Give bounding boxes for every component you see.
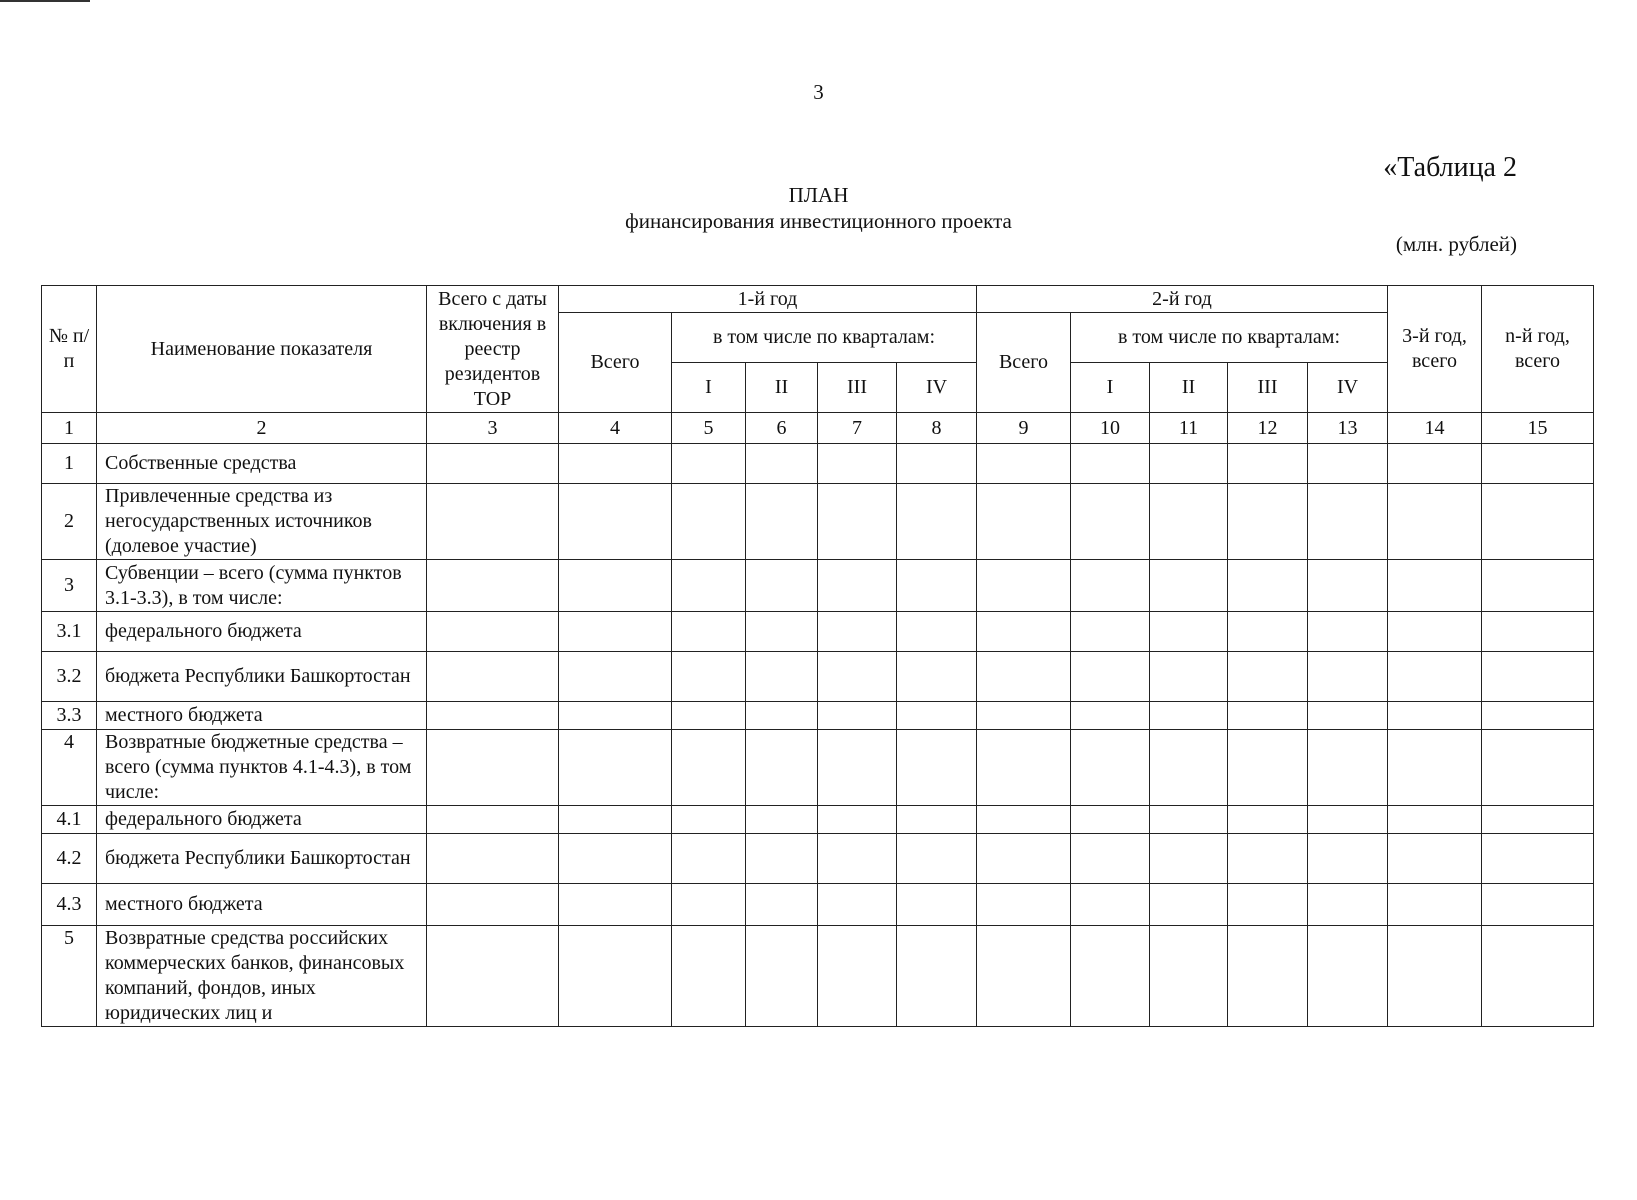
row-indicator-name: Привлеченные средства из негосударственных источников (долевое участие) bbox=[97, 484, 427, 560]
value-cell[interactable] bbox=[672, 834, 746, 884]
value-cell[interactable] bbox=[746, 444, 818, 484]
value-cell[interactable] bbox=[1071, 612, 1150, 652]
value-cell[interactable] bbox=[746, 560, 818, 612]
value-cell[interactable] bbox=[1228, 834, 1308, 884]
value-cell[interactable] bbox=[1388, 884, 1482, 926]
value-cell[interactable] bbox=[746, 612, 818, 652]
value-cell[interactable] bbox=[1308, 702, 1388, 730]
row-indicator-name: Субвенции – всего (сумма пунктов 3.1-3.3), в том числе: bbox=[97, 560, 427, 612]
value-cell[interactable] bbox=[1150, 560, 1228, 612]
value-cell[interactable] bbox=[1228, 926, 1308, 1027]
value-cell[interactable] bbox=[1150, 612, 1228, 652]
value-cell[interactable] bbox=[818, 560, 897, 612]
column-number: 12 bbox=[1228, 413, 1308, 444]
value-cell[interactable] bbox=[1150, 484, 1228, 560]
header-year-2: 2-й год bbox=[977, 286, 1388, 313]
table-row bbox=[42, 484, 1594, 560]
value-cell[interactable] bbox=[672, 730, 746, 806]
value-cell[interactable] bbox=[818, 702, 897, 730]
value-cell[interactable] bbox=[746, 806, 818, 834]
value-cell[interactable] bbox=[1228, 806, 1308, 834]
value-cell[interactable] bbox=[818, 926, 897, 1027]
row-number: 4 bbox=[42, 730, 97, 806]
column-number: 4 bbox=[559, 413, 672, 444]
value-cell[interactable] bbox=[818, 484, 897, 560]
table-row bbox=[42, 444, 1594, 484]
value-cell[interactable] bbox=[427, 484, 559, 560]
row-indicator-name: бюджета Республики Башкортостан bbox=[97, 834, 427, 884]
value-cell[interactable] bbox=[1388, 730, 1482, 806]
value-cell[interactable] bbox=[672, 612, 746, 652]
value-cell[interactable] bbox=[559, 834, 672, 884]
value-cell[interactable] bbox=[1482, 884, 1594, 926]
table-row bbox=[42, 702, 1594, 730]
value-cell[interactable] bbox=[1071, 484, 1150, 560]
value-cell[interactable] bbox=[1482, 730, 1594, 806]
value-cell[interactable] bbox=[427, 560, 559, 612]
value-cell[interactable] bbox=[746, 884, 818, 926]
table-row bbox=[42, 806, 1594, 834]
value-cell[interactable] bbox=[1482, 834, 1594, 884]
column-number: 1 bbox=[42, 413, 97, 444]
top-rule bbox=[0, 0, 90, 2]
value-cell[interactable] bbox=[1482, 444, 1594, 484]
value-cell[interactable] bbox=[672, 806, 746, 834]
value-cell[interactable] bbox=[427, 702, 559, 730]
value-cell[interactable] bbox=[1308, 484, 1388, 560]
value-cell[interactable] bbox=[427, 444, 559, 484]
value-cell[interactable] bbox=[1228, 560, 1308, 612]
value-cell[interactable] bbox=[1308, 560, 1388, 612]
value-cell[interactable] bbox=[1071, 884, 1150, 926]
value-cell[interactable] bbox=[746, 730, 818, 806]
column-number: 3 bbox=[427, 413, 559, 444]
value-cell[interactable] bbox=[1482, 560, 1594, 612]
value-cell[interactable] bbox=[559, 702, 672, 730]
value-cell[interactable] bbox=[1308, 806, 1388, 834]
value-cell[interactable] bbox=[1228, 730, 1308, 806]
row-number: 3.2 bbox=[42, 652, 97, 702]
row-indicator-name: федерального бюджета bbox=[97, 612, 427, 652]
value-cell[interactable] bbox=[672, 652, 746, 702]
value-cell[interactable] bbox=[1150, 884, 1228, 926]
header-y2-q2: II bbox=[1150, 363, 1228, 413]
value-cell[interactable] bbox=[559, 444, 672, 484]
value-cell[interactable] bbox=[1388, 702, 1482, 730]
financing-plan-table bbox=[41, 285, 1594, 1027]
header-y1-q2: II bbox=[746, 363, 818, 413]
table-row bbox=[42, 730, 1594, 806]
value-cell[interactable] bbox=[1150, 806, 1228, 834]
row-number: 4.3 bbox=[42, 884, 97, 926]
value-cell[interactable] bbox=[1482, 652, 1594, 702]
table-row bbox=[42, 612, 1594, 652]
row-indicator-name: Возвратные средства российских коммерческих банков, финансовых компаний, фондов, иных юридических лиц и bbox=[97, 926, 427, 1027]
value-cell[interactable] bbox=[1228, 652, 1308, 702]
value-cell[interactable] bbox=[1308, 444, 1388, 484]
column-number-row bbox=[42, 413, 1594, 444]
column-number: 11 bbox=[1150, 413, 1228, 444]
row-number: 5 bbox=[42, 926, 97, 1027]
value-cell[interactable] bbox=[818, 730, 897, 806]
value-cell[interactable] bbox=[1071, 806, 1150, 834]
value-cell[interactable] bbox=[1228, 484, 1308, 560]
row-number: 2 bbox=[42, 484, 97, 560]
value-cell[interactable] bbox=[1071, 926, 1150, 1027]
value-cell[interactable] bbox=[1388, 484, 1482, 560]
value-cell[interactable] bbox=[427, 730, 559, 806]
value-cell[interactable] bbox=[897, 834, 977, 884]
value-cell[interactable] bbox=[427, 884, 559, 926]
value-cell[interactable] bbox=[427, 834, 559, 884]
table-label: «Таблица 2 bbox=[1383, 152, 1517, 183]
value-cell[interactable] bbox=[1150, 730, 1228, 806]
header-year1-quarters: в том числе по кварталам: bbox=[672, 313, 977, 363]
value-cell[interactable] bbox=[1308, 834, 1388, 884]
value-cell[interactable] bbox=[977, 612, 1071, 652]
value-cell[interactable] bbox=[977, 926, 1071, 1027]
row-number: 3.3 bbox=[42, 702, 97, 730]
header-y1-q4: IV bbox=[897, 363, 977, 413]
value-cell[interactable] bbox=[1308, 652, 1388, 702]
value-cell[interactable] bbox=[559, 926, 672, 1027]
header-year2-quarters: в том числе по кварталам: bbox=[1071, 313, 1388, 363]
value-cell[interactable] bbox=[977, 834, 1071, 884]
header-total-since: Всего с даты включения в реестр резидентов ТОР bbox=[427, 286, 559, 413]
table-row bbox=[42, 560, 1594, 612]
value-cell[interactable] bbox=[746, 484, 818, 560]
value-cell[interactable] bbox=[897, 884, 977, 926]
value-cell[interactable] bbox=[1228, 612, 1308, 652]
value-cell[interactable] bbox=[818, 444, 897, 484]
value-cell[interactable] bbox=[1071, 560, 1150, 612]
value-cell[interactable] bbox=[559, 730, 672, 806]
value-cell[interactable] bbox=[427, 806, 559, 834]
header-name: Наименование показателя bbox=[97, 286, 427, 413]
value-cell[interactable] bbox=[1228, 702, 1308, 730]
row-indicator-name: федерального бюджета bbox=[97, 806, 427, 834]
table-row bbox=[42, 926, 1594, 1027]
value-cell[interactable] bbox=[1150, 702, 1228, 730]
table-row bbox=[42, 834, 1594, 884]
document-title bbox=[0, 182, 1637, 234]
value-cell[interactable] bbox=[1071, 444, 1150, 484]
value-cell[interactable] bbox=[427, 612, 559, 652]
column-number: 2 bbox=[97, 413, 427, 444]
header-y1-q3: III bbox=[818, 363, 897, 413]
row-indicator-name: местного бюджета bbox=[97, 702, 427, 730]
value-cell[interactable] bbox=[559, 612, 672, 652]
value-cell[interactable] bbox=[559, 806, 672, 834]
value-cell[interactable] bbox=[1482, 926, 1594, 1027]
header-num: № п/п bbox=[42, 286, 97, 413]
table-row bbox=[42, 652, 1594, 702]
value-cell[interactable] bbox=[897, 702, 977, 730]
value-cell[interactable] bbox=[977, 730, 1071, 806]
header-year-1: 1-й год bbox=[559, 286, 977, 313]
column-number: 6 bbox=[746, 413, 818, 444]
column-number: 9 bbox=[977, 413, 1071, 444]
header-y2-q4: IV bbox=[1308, 363, 1388, 413]
value-cell[interactable] bbox=[1388, 560, 1482, 612]
value-cell[interactable] bbox=[1388, 652, 1482, 702]
value-cell[interactable] bbox=[1071, 730, 1150, 806]
value-cell[interactable] bbox=[1228, 884, 1308, 926]
value-cell[interactable] bbox=[897, 560, 977, 612]
title-line-1: ПЛАН bbox=[788, 183, 849, 207]
value-cell[interactable] bbox=[897, 444, 977, 484]
header-year-n: n-й год, всего bbox=[1482, 286, 1594, 413]
page-number: 3 bbox=[813, 80, 824, 104]
row-number: 1 bbox=[42, 444, 97, 484]
value-cell[interactable] bbox=[977, 484, 1071, 560]
header-year-3: 3-й год, всего bbox=[1388, 286, 1482, 413]
value-cell[interactable] bbox=[1150, 652, 1228, 702]
value-cell[interactable] bbox=[1308, 730, 1388, 806]
value-cell[interactable] bbox=[897, 484, 977, 560]
value-cell[interactable] bbox=[1071, 702, 1150, 730]
value-cell[interactable] bbox=[1388, 612, 1482, 652]
value-cell[interactable] bbox=[672, 484, 746, 560]
row-number: 4.1 bbox=[42, 806, 97, 834]
header-year2-total: Всего bbox=[977, 313, 1071, 413]
row-indicator-name: местного бюджета bbox=[97, 884, 427, 926]
value-cell[interactable] bbox=[1150, 444, 1228, 484]
value-cell[interactable] bbox=[1071, 652, 1150, 702]
column-number: 10 bbox=[1071, 413, 1150, 444]
header-y2-q1: I bbox=[1071, 363, 1150, 413]
row-number: 3.1 bbox=[42, 612, 97, 652]
title-line-2: финансирования инвестиционного проекта bbox=[625, 209, 1012, 233]
value-cell[interactable] bbox=[1388, 926, 1482, 1027]
header-y2-q3: III bbox=[1228, 363, 1308, 413]
value-cell[interactable] bbox=[1388, 834, 1482, 884]
value-cell[interactable] bbox=[746, 702, 818, 730]
value-cell[interactable] bbox=[818, 884, 897, 926]
value-cell[interactable] bbox=[1228, 444, 1308, 484]
value-cell[interactable] bbox=[1071, 834, 1150, 884]
value-cell[interactable] bbox=[1482, 484, 1594, 560]
value-cell[interactable] bbox=[977, 560, 1071, 612]
value-cell[interactable] bbox=[1388, 444, 1482, 484]
value-cell[interactable] bbox=[672, 702, 746, 730]
value-cell[interactable] bbox=[1308, 926, 1388, 1027]
value-cell[interactable] bbox=[672, 884, 746, 926]
value-cell[interactable] bbox=[818, 834, 897, 884]
value-cell[interactable] bbox=[1482, 702, 1594, 730]
value-cell[interactable] bbox=[559, 652, 672, 702]
value-cell[interactable] bbox=[897, 926, 977, 1027]
column-number: 13 bbox=[1308, 413, 1388, 444]
value-cell[interactable] bbox=[427, 652, 559, 702]
table-row bbox=[42, 884, 1594, 926]
value-cell[interactable] bbox=[746, 834, 818, 884]
value-cell[interactable] bbox=[1150, 926, 1228, 1027]
header-y1-q1: I bbox=[672, 363, 746, 413]
value-cell[interactable] bbox=[818, 652, 897, 702]
value-cell[interactable] bbox=[746, 652, 818, 702]
row-number: 3 bbox=[42, 560, 97, 612]
value-cell[interactable] bbox=[746, 926, 818, 1027]
value-cell[interactable] bbox=[897, 730, 977, 806]
column-number: 14 bbox=[1388, 413, 1482, 444]
value-cell[interactable] bbox=[1308, 884, 1388, 926]
row-number: 4.2 bbox=[42, 834, 97, 884]
units-label: (млн. рублей) bbox=[1395, 232, 1517, 256]
value-cell[interactable] bbox=[1388, 806, 1482, 834]
value-cell[interactable] bbox=[818, 612, 897, 652]
value-cell[interactable] bbox=[672, 926, 746, 1027]
header-year1-total: Всего bbox=[559, 313, 672, 413]
column-number: 5 bbox=[672, 413, 746, 444]
value-cell[interactable] bbox=[1482, 612, 1594, 652]
value-cell[interactable] bbox=[1482, 806, 1594, 834]
column-number: 8 bbox=[897, 413, 977, 444]
value-cell[interactable] bbox=[1150, 834, 1228, 884]
value-cell[interactable] bbox=[1308, 612, 1388, 652]
value-cell[interactable] bbox=[897, 612, 977, 652]
row-indicator-name: Собственные средства bbox=[97, 444, 427, 484]
value-cell[interactable] bbox=[977, 702, 1071, 730]
value-cell[interactable] bbox=[427, 926, 559, 1027]
value-cell[interactable] bbox=[977, 806, 1071, 834]
value-cell[interactable] bbox=[977, 444, 1071, 484]
value-cell[interactable] bbox=[672, 560, 746, 612]
value-cell[interactable] bbox=[559, 560, 672, 612]
column-number: 15 bbox=[1482, 413, 1594, 444]
value-cell[interactable] bbox=[559, 484, 672, 560]
value-cell[interactable] bbox=[977, 652, 1071, 702]
column-number: 7 bbox=[818, 413, 897, 444]
value-cell[interactable] bbox=[897, 806, 977, 834]
value-cell[interactable] bbox=[818, 806, 897, 834]
row-indicator-name: бюджета Республики Башкортостан bbox=[97, 652, 427, 702]
value-cell[interactable] bbox=[559, 884, 672, 926]
value-cell[interactable] bbox=[977, 884, 1071, 926]
value-cell[interactable] bbox=[672, 444, 746, 484]
value-cell[interactable] bbox=[897, 652, 977, 702]
row-indicator-name: Возвратные бюджетные средства – всего (сумма пунктов 4.1-4.3), в том числе: bbox=[97, 730, 427, 806]
